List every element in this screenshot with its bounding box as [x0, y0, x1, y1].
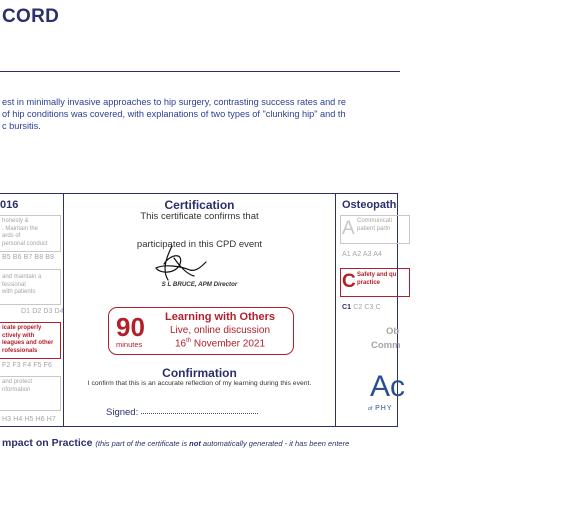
practice-code-selected: C1 [342, 304, 352, 311]
standard-codes-d: D1 D2 D3 D4 [21, 308, 64, 315]
standard-codes-b: B5 B6 B7 B8 B9 [2, 254, 54, 261]
impact-title: mpact on Practice [2, 437, 93, 449]
standard-text: icate properly [2, 325, 42, 331]
column-divider-right [335, 193, 336, 427]
practice-codes-c [342, 304, 381, 311]
event-summary [2, 96, 522, 133]
practice-code-list: C2 C3 C [353, 304, 381, 311]
summary-line: c bursitis. [2, 121, 41, 132]
practice-letter-a: A [342, 218, 355, 239]
summary-line: of hip conditions was covered, with explanations of two types of "clunking hip" and th [2, 109, 346, 120]
side-text-ob: Ob [386, 326, 400, 337]
practice-text: patient partn [357, 225, 391, 232]
standard-text: fessional [2, 281, 26, 288]
standard-text: rofessionals [2, 347, 38, 354]
certification-heading: Certification [164, 198, 235, 212]
standards-heading: 016 [0, 199, 19, 211]
standard-text: nformation [2, 386, 31, 393]
impact-note-start: (this part of the certificate is [95, 439, 190, 448]
header-divider [0, 71, 400, 72]
event-type: Learning with Others [164, 311, 275, 323]
standard-text: ctively with [2, 332, 35, 339]
duration-value: 90 [116, 312, 145, 342]
standard-text: with patients [2, 289, 36, 296]
standard-text: and protect [2, 379, 33, 385]
page-title: CORD [2, 6, 60, 27]
practice-label-a [357, 218, 392, 233]
participation-statement: participated in this CPD event [136, 239, 263, 250]
logo-of: of [368, 406, 373, 412]
standard-box-b [0, 215, 61, 252]
impact-note-end: automatically generated - it has been entere [200, 439, 350, 448]
standard-text: honesty & [2, 218, 29, 224]
practice-text: Communicati [357, 218, 393, 224]
impact-on-practice [2, 437, 562, 449]
event-date-suffix: th [186, 338, 192, 344]
summary-line: est in minimally invasive approaches to hip surgery, contrasting success rates and re [2, 97, 347, 107]
signatory-name: S L BRUCE, APM Director [161, 281, 238, 288]
event-date-rest: November 2021 [191, 338, 266, 350]
academy-logo-text [368, 405, 393, 412]
practice-text: practice [357, 279, 381, 286]
standard-codes-h: H3 H4 H5 H6 H7 [2, 416, 56, 423]
certification-subtitle: This certificate confirms that [140, 211, 259, 222]
event-date [150, 338, 290, 349]
event-format: Live, online discussion [169, 325, 271, 336]
standard-text: and maintain a [2, 274, 42, 280]
side-text-comm: Comm [371, 340, 401, 351]
standard-codes-f: F2 F3 F4 F5 F6 [2, 362, 53, 369]
practice-label-c [357, 272, 396, 287]
confirmation-heading: Confirmation [162, 366, 237, 380]
standard-text: ards of [2, 233, 21, 240]
osteopath-heading: Osteopath [342, 199, 397, 211]
practice-text: Safety and qu [357, 272, 397, 278]
standard-text: personal conduct [2, 240, 48, 247]
standard-box-h [0, 376, 61, 411]
academy-logo-mark: Ac [370, 370, 406, 403]
standard-box-f [0, 322, 61, 359]
logo-phy: PHY [375, 405, 393, 412]
confirmation-statement: I confirm that this is an accurate reflection of my learning during this event. [87, 380, 312, 387]
signature-line[interactable] [141, 413, 258, 414]
standard-box-d [0, 269, 61, 305]
practice-letter-c: C [342, 271, 356, 292]
practice-codes-a: A1 A2 A3 A4 [342, 251, 383, 258]
standard-text: . Maintain the [2, 225, 39, 232]
impact-note-bold: not [189, 439, 201, 448]
director-signature [150, 244, 210, 284]
signed-label: Signed: [106, 407, 139, 418]
event-date-day: 16 [174, 338, 187, 350]
standard-text: leagues and other [2, 340, 54, 347]
duration-unit: minutes [116, 340, 143, 349]
